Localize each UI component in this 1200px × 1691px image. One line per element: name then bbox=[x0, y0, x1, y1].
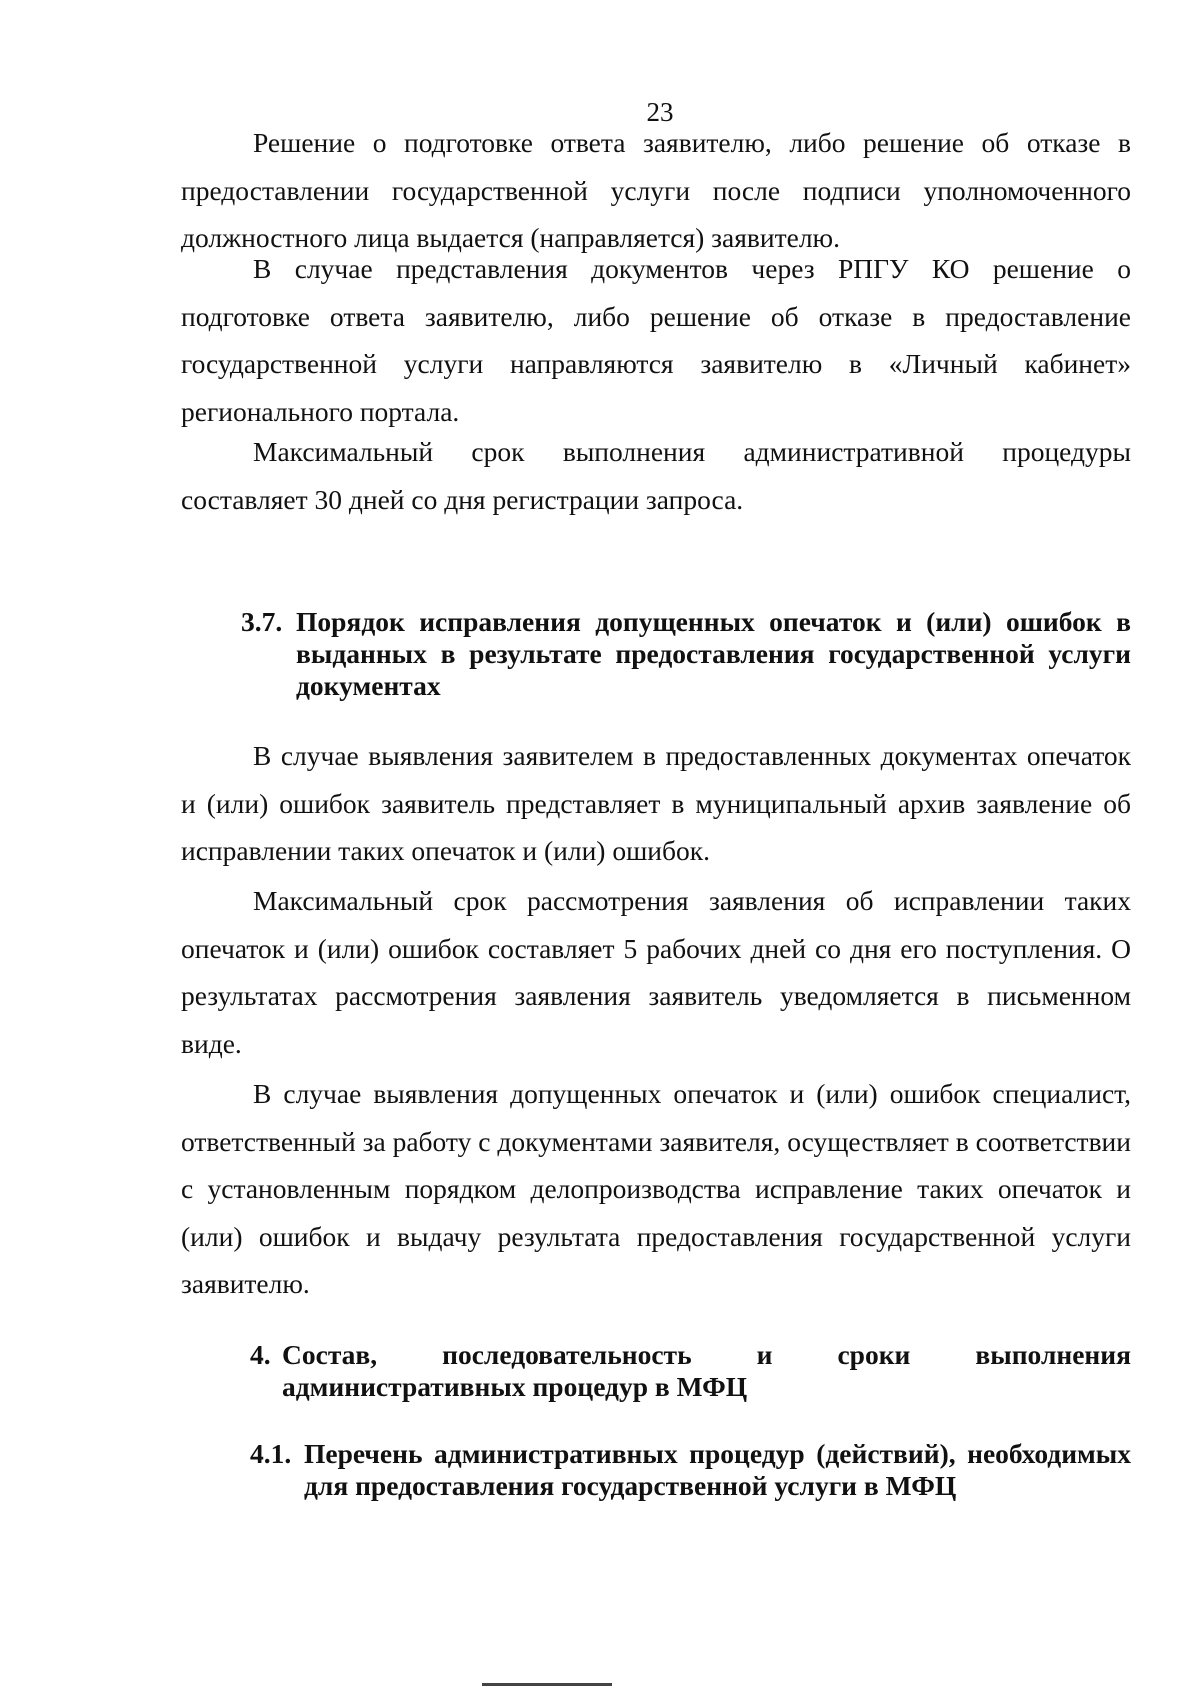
paragraph-error-detection: В случае выявления заявителем в предоставленных документах опечаток и (или) ошибок заявитель представляет в муниципальный архив заявление об исправлении таких опечаток и (или) ошибок. bbox=[181, 740, 1131, 866]
section-number-4: 4. bbox=[250, 1339, 271, 1370]
section-number-3-7: 3.7. bbox=[241, 606, 283, 637]
section-heading-4 bbox=[250, 1339, 1131, 1403]
section-heading-4-1 bbox=[250, 1438, 1131, 1502]
paragraph-review-term: Максимальный срок рассмотрения заявления об исправлении таких опечаток и (или) ошибок составляет 5 рабочих дней со дня его поступления. О результатах рассмотрения заявления заявитель уведомляется в письменном виде. bbox=[181, 885, 1131, 1059]
page-number: 23 bbox=[646, 97, 674, 127]
section-title-4-1: Перечень административных процедур (действий), необходимых для предоставления государственной услуги в МФЦ bbox=[304, 1438, 1131, 1501]
footer-rule bbox=[482, 1683, 612, 1686]
paragraph-decision-delivery: Решение о подготовке ответа заявителю, либо решение об отказе в предоставлении государственной услуги после подписи уполномоченного должностного лица выдается (направляется) заявителю. bbox=[181, 127, 1131, 253]
paragraph-rpgu-delivery: В случае представления документов через РПГУ КО решение о подготовке ответа заявителю, либо решение об отказе в предоставление государственной услуги направляются заявителю в «Личный кабинет» регионального портала. bbox=[181, 253, 1131, 427]
section-title-3-7: Порядок исправления допущенных опечаток и (или) ошибок в выданных в результате предоставления государственной услуги документах bbox=[296, 606, 1131, 701]
section-number-4-1: 4.1. bbox=[250, 1438, 292, 1469]
section-heading-3-7 bbox=[241, 606, 1131, 702]
section-title-4: Состав, последовательность и сроки выполнения административных процедур в МФЦ bbox=[282, 1339, 1131, 1402]
paragraph-max-term: Максимальный срок выполнения административной процедуры составляет 30 дней со дня регистрации запроса. bbox=[181, 436, 1131, 515]
paragraph-correction: В случае выявления допущенных опечаток и (или) ошибок специалист, ответственный за работу с документами заявителя, осуществляет в соответствии с установленным порядком делопроизводства исправление таких опечаток и (или) ошибок и выдачу результата предоставления государственной услуги заявителю. bbox=[181, 1078, 1131, 1299]
